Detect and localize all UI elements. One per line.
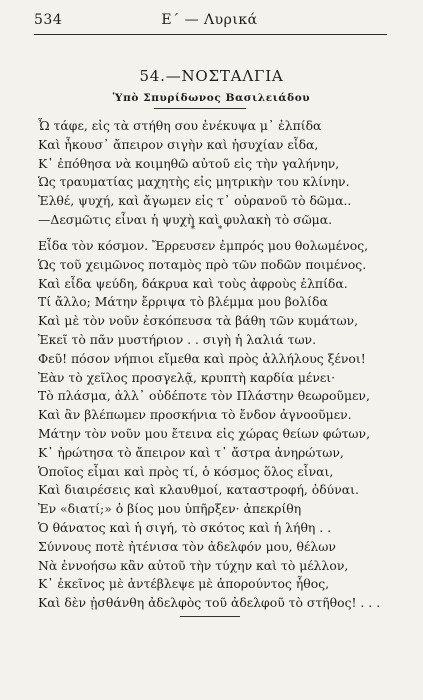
verse-line: Κ᾽ ἐπόθησα νὰ κοιμηθῶ αὐτοῦ εἰς τὴν γαλήνην, xyxy=(38,155,340,171)
verse-line: Ἐλθέ, ψυχή, καὶ ἄγωμεν εἰς τ᾽ οὐρανοῦ τὸ δῶμα.. xyxy=(38,193,352,209)
page-header xyxy=(34,12,385,32)
verse-line: Ἐὰν τὸ χεῖλος προσγελᾷ, κρυπτὴ καρδία μένει· xyxy=(38,369,336,385)
verse-line: Τὸ πλάσμα, ἀλλ᾽ οὐδέποτε τὸν Πλάστην θεωροῦμεν, xyxy=(38,388,370,404)
verse-line: —Δεσμῶτις εἶναι ἡ ψυχὴ καὶ φυλακὴ τὸ σῶμα. xyxy=(38,211,333,227)
poem-byline: Ὑπὸ Σπυρίδωνος Βασιλειάδου xyxy=(112,92,311,104)
verse-line: Καὶ μὲ τὸν νοῦν ἐσκόπευσα τὰ βάθη τῶν κυμάτων, xyxy=(38,313,359,329)
verse-line: Τί ἄλλο; Μάτην ἔρριψα τὸ βλέμμα μου βολίδα xyxy=(38,294,328,310)
verse-line: Ὁποῖος εἶμαι καὶ πρὸς τί, ὁ κόσμος ὅλος εἶναι, xyxy=(38,463,334,479)
verse-line: Κ᾽ ἐκεῖνος μὲ ἀντέβλεψε μὲ ἀπορούντος ἦθος, xyxy=(38,576,330,592)
verse-line: Νὰ ἐννοήσω κἂν αὐτοῦ τὴν τύχην καὶ τὸ μέλλον, xyxy=(38,557,349,573)
verse-line: Κ᾽ ἠρώτησα τὸ ἄπειρον καὶ τ᾽ ἄστρα ἀνηρώτων, xyxy=(38,444,344,460)
verse-line: Ὁ θάνατος καὶ ἡ σιγή, τὸ σκότος καὶ ἡ λήθη . . xyxy=(38,519,332,535)
verse-line: Καὶ εἶδα ψεύδη, δάκρυα καὶ τοὺς ἀφροὺς ἐλπίδα. xyxy=(38,275,348,291)
running-title: Ε΄ — Λυρικά xyxy=(161,12,258,28)
page-number: 534 xyxy=(34,12,63,28)
stanza-1 xyxy=(38,117,389,230)
verse-line: Εἶδα τὸν κόσμον. Ἔρρευσεν ἐμπρός μου θολωμένος, xyxy=(38,238,369,253)
byline-rule xyxy=(154,108,246,109)
verse-line: Καὶ δὲν ᾐσθάνθη ἀδελφὸς τοῦ ἀδελφοῦ τὸ στῆθος! . . . xyxy=(38,595,381,611)
poem-title: 54.—ΝΟΣΤΑΛΓΙΑ xyxy=(139,67,284,85)
verse-line: Σύννους ποτὲ ἠτένισα τὸν ἀδελφόν μου, θέλων xyxy=(38,538,336,554)
stanza-2 xyxy=(38,237,389,613)
verse-line: Ὦ τάφε, εἰς τὰ στήθη σου ἐνέκυψα μ᾽ ἐλπίδα xyxy=(38,118,322,133)
verse-line: Ἐν «διατί;» ὁ βίος μου ὑπῆρξεν· ἀπεκρίθη xyxy=(38,501,302,517)
verse-line: Μάτην τὸν νοῦν μου ἔτεινα εἰς χώρας θείων φώτων, xyxy=(38,425,371,441)
verse-line: Καὶ ἂν βλέπωμεν προσκήνια τὸ ἔνδον ἀγνοοῦμεν. xyxy=(38,407,352,423)
verse-line: Ἐκεῖ τὸ πᾶν μυστήριον . . σιγὴ ἡ λαλιά των. xyxy=(38,331,317,347)
verse-line: Ὡς τοῦ χειμῶνος ποταμὸς πρὸ τῶν ποδῶν ποιμένος. xyxy=(38,256,367,272)
verse-line: Καὶ ἦκουσ᾽ ἄπειρον σιγὴν καὶ ἡσυχίαν εἶδα, xyxy=(38,136,319,152)
end-rule xyxy=(180,616,240,617)
header-rule xyxy=(34,34,387,35)
verse-line: Καὶ διαιρέσεις καὶ κλαυθμοί, καταστροφή, ὀδύναι. xyxy=(38,482,359,498)
verse-line: Ὡς τραυματίας μαχητὴς εἰς μητρικὴν του κλίνην. xyxy=(38,174,350,190)
stanza-separator: * * xyxy=(190,225,233,235)
verse-line: Φεῦ! πόσον νήπιοι εἴμεθα καὶ πρὸς ἀλλήλους ξένοι! xyxy=(38,350,366,366)
